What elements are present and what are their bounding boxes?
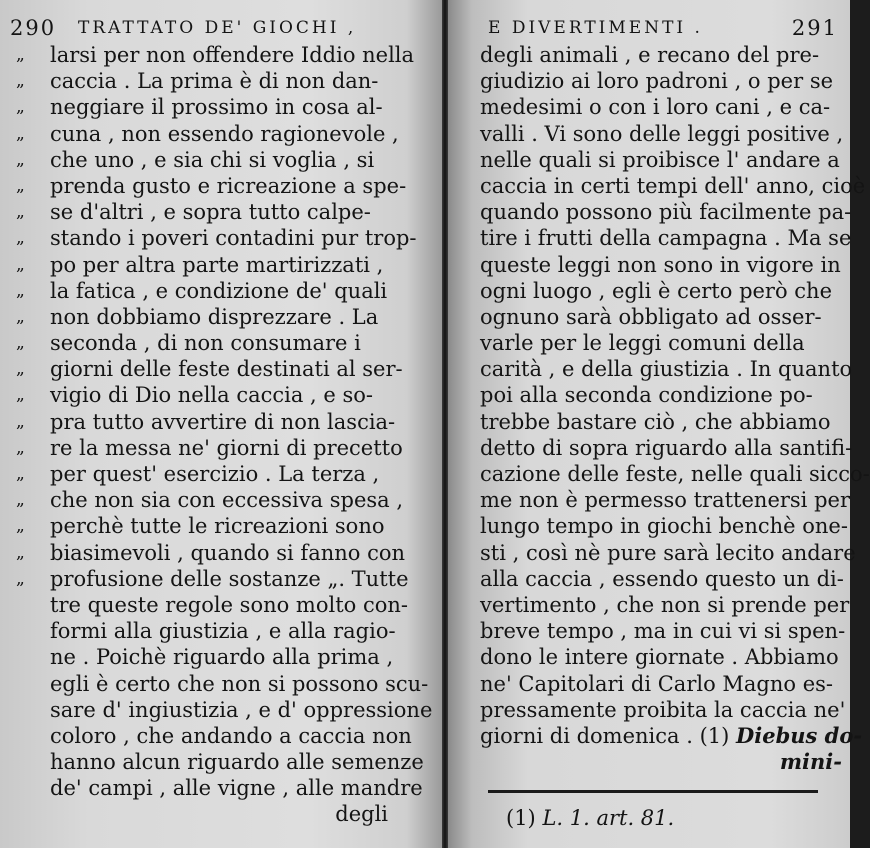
line-text: poi alla seconda condizione po- [480, 383, 813, 408]
text-line [480, 513, 848, 539]
line-text: larsi per non offendere Iddio nella [50, 43, 415, 67]
text-line [16, 618, 396, 644]
line-text: che non sia con eccessiva spesa , [50, 488, 404, 513]
text-line [480, 330, 842, 356]
footnote-divider [488, 790, 818, 793]
quotation-mark: „ [16, 568, 25, 589]
text-line [480, 382, 842, 408]
text-line [16, 121, 399, 147]
text-line [480, 68, 842, 94]
text-line [16, 435, 403, 461]
text-line [16, 671, 429, 697]
right-text-block [480, 42, 870, 775]
line-text: varle per le leggi comuni della [480, 331, 805, 356]
line-text: ne' Capitolari di Carlo Magno es- [480, 671, 834, 696]
text-line [16, 173, 407, 199]
text-line [16, 278, 388, 304]
text-line [16, 199, 388, 225]
footnote-reference: L. 1. art. 81. [542, 806, 675, 830]
text-line [480, 566, 842, 592]
catchword [16, 801, 388, 827]
line-text: queste leggi non sono in vigore in [480, 252, 841, 277]
text-line [16, 540, 406, 566]
quotation-mark [16, 592, 50, 618]
text-line [16, 147, 388, 173]
text-line [480, 225, 852, 251]
quotation-mark [16, 749, 50, 775]
text-line [16, 409, 396, 435]
quotation-mark: „ [16, 71, 25, 92]
text-line [16, 252, 388, 278]
line-text: neggiare il prossimo in cosa al- [50, 95, 383, 120]
line-text: tire i frutti della campagna . Ma se [480, 226, 852, 251]
line-text: giorni delle feste destinati al ser- [50, 357, 403, 382]
text-line [480, 278, 842, 304]
text-line [480, 671, 842, 697]
text-line [480, 461, 870, 487]
quotation-mark: „ [16, 45, 25, 65]
line-text: che uno , e sia chi si voglia , si [50, 147, 375, 172]
quotation-mark: „ [16, 437, 25, 458]
quotation-mark: „ [16, 333, 25, 354]
quotation-mark [16, 671, 50, 697]
text-line [16, 566, 409, 592]
quotation-mark: „ [16, 411, 25, 432]
line-text: degli animali , e recano del pre- [480, 43, 820, 67]
line-text: prenda gusto e ricreazione a spe- [50, 173, 407, 198]
line-text: carità , e della giustizia . In quanto [480, 357, 853, 382]
text-line [480, 435, 853, 461]
text-line [480, 304, 842, 330]
line-text: dono le intere giornate . Abbiamo [480, 645, 839, 670]
line-text: lungo tempo in giochi benchè one- [480, 514, 848, 539]
line-text: formi alla giustizia , e alla ragio- [50, 619, 396, 644]
text-line [16, 697, 433, 723]
text-line [480, 121, 842, 147]
line-text: ognuno sarà obbligato ad osser- [480, 304, 822, 329]
line-text: de' campi , alle vigne , alle mandre [50, 776, 423, 801]
line-text: trebbe bastare ciò , che abbiamo [480, 409, 831, 434]
quotation-mark: „ [16, 306, 25, 327]
text-line [480, 618, 846, 644]
text-line [16, 42, 415, 68]
line-text: cuna , non essendo ragionevole , [50, 121, 399, 146]
text-line [16, 775, 423, 801]
text-line [16, 592, 408, 618]
line-text: coloro , che andando a caccia non [50, 723, 412, 748]
left-running-title: TRATTATO DE' GIOCHI , [78, 18, 357, 38]
text-line [480, 644, 842, 670]
quotation-mark: „ [16, 516, 25, 537]
quotation-mark [16, 697, 50, 723]
text-line [480, 592, 850, 618]
quotation-mark: „ [16, 464, 25, 484]
line-text: quando possono più facilmente pa- [480, 200, 852, 225]
text-line [16, 644, 394, 670]
text-line [480, 42, 842, 68]
line-text: tre queste regole sono molto con- [50, 592, 408, 617]
quotation-mark: „ [16, 490, 25, 511]
line-text: hanno alcun riguardo alle semenze [50, 750, 424, 775]
quotation-mark: „ [16, 254, 25, 275]
text-line [480, 252, 842, 278]
quotation-mark [16, 618, 50, 644]
left-text-block [16, 42, 433, 828]
quotation-mark: „ [16, 123, 25, 144]
quotation-mark: „ [16, 385, 25, 406]
text-line [16, 225, 417, 251]
text-line [480, 540, 856, 566]
text-line [16, 487, 404, 513]
text-line [16, 94, 388, 120]
text-line [480, 94, 842, 120]
line-text: seconda , di non consumare i [50, 331, 361, 356]
quotation-mark: „ [16, 359, 25, 380]
line-text: non dobbiamo disprezzare . La [50, 304, 379, 329]
text-line [480, 356, 853, 382]
line-text: la fatica , e condizione de' quali [50, 278, 388, 303]
line-text: stando i poveri contadini pur trop- [50, 226, 417, 251]
catchword-text: mini- [779, 749, 842, 775]
line-text: pra tutto avvertire di non lascia- [50, 409, 396, 434]
line-text: pressamente proibita la caccia ne' [480, 697, 846, 722]
line-text: detto di sopra riguardo alla santifi- [480, 435, 853, 460]
text-line [480, 487, 850, 513]
line-text: egli è certo che non si possono scu- [50, 671, 429, 696]
line-text: sti , così nè pure sarà lecito andare [480, 540, 856, 565]
text-line [480, 409, 842, 435]
text-line [16, 304, 388, 330]
text-line [16, 749, 424, 775]
quotation-mark: „ [16, 202, 25, 223]
line-text: vigio di Dio nella caccia , e so- [50, 383, 374, 408]
quotation-mark: „ [16, 97, 25, 118]
footnote-marker: (1) [506, 806, 536, 830]
left-page-number: 290 [10, 16, 57, 40]
line-text: breve tempo , ma in cui vi si spen- [480, 619, 846, 644]
text-line [480, 173, 866, 199]
quotation-mark [16, 723, 50, 749]
line-text: sare d' ingiustizia , e d' oppressione [50, 697, 433, 722]
catchword-text: degli [335, 802, 388, 827]
right-page-number: 291 [791, 16, 838, 40]
quotation-mark: „ [16, 542, 25, 563]
quotation-mark: „ [16, 228, 25, 249]
text-line [16, 330, 388, 356]
quotation-mark [16, 644, 50, 670]
quotation-mark: „ [16, 280, 25, 301]
text-line [480, 147, 842, 173]
text-line [480, 722, 863, 749]
line-text: caccia . La prima è di non dan- [50, 69, 379, 94]
text-line [16, 382, 388, 408]
line-text: medesimi o con i loro cani , e ca- [480, 95, 831, 120]
line-text: cazione delle feste, nelle quali sicco- [480, 462, 870, 486]
line-text: vertimento , che non si prende per [480, 592, 850, 617]
line-text: per quest' esercizio . La terza , [50, 462, 380, 486]
line-text: se d'altri , e sopra tutto calpe- [50, 200, 371, 225]
line-text: perchè tutte le ricreazioni sono [50, 514, 385, 539]
catchword [480, 749, 842, 775]
line-text: biasimevoli , quando si fanno con [50, 540, 406, 565]
line-text: ogni luogo , egli è certo però che [480, 278, 833, 303]
line-text: me non è permesso trattenersi per [480, 488, 850, 513]
text-line [16, 68, 388, 94]
text-line [480, 697, 846, 723]
text-line [16, 723, 412, 749]
line-text: profusione delle sostanze „. Tutte [50, 566, 409, 591]
line-text: re la messa ne' giorni di precetto [50, 435, 403, 460]
quotation-mark: „ [16, 175, 25, 196]
quotation-mark [16, 775, 50, 801]
line-text: nelle quali si proibisce l' andare a [480, 147, 840, 172]
line-text: alla caccia , essendo questo un di- [480, 566, 844, 591]
line-text: po per altra parte martirizzati , [50, 252, 384, 277]
text-line [16, 461, 388, 487]
italic-quote: Diebus do- [736, 722, 863, 748]
line-text: valli . Vi sono delle leggi positive , [480, 121, 844, 146]
line-text: caccia in certi tempi dell' anno, cioè [480, 173, 866, 198]
line-text: giudizio ai loro padroni , o per se [480, 69, 834, 94]
right-page [448, 0, 870, 848]
right-running-title: E DIVERTIMENTI . [488, 18, 703, 38]
text-line [480, 199, 852, 225]
quotation-mark: „ [16, 149, 25, 170]
line-text: giorni di domenica . (1) Diebus do- [480, 722, 863, 748]
text-line [16, 513, 388, 539]
text-line [16, 356, 403, 382]
line-text: ne . Poichè riguardo alla prima , [50, 645, 394, 670]
footnote [506, 806, 674, 830]
